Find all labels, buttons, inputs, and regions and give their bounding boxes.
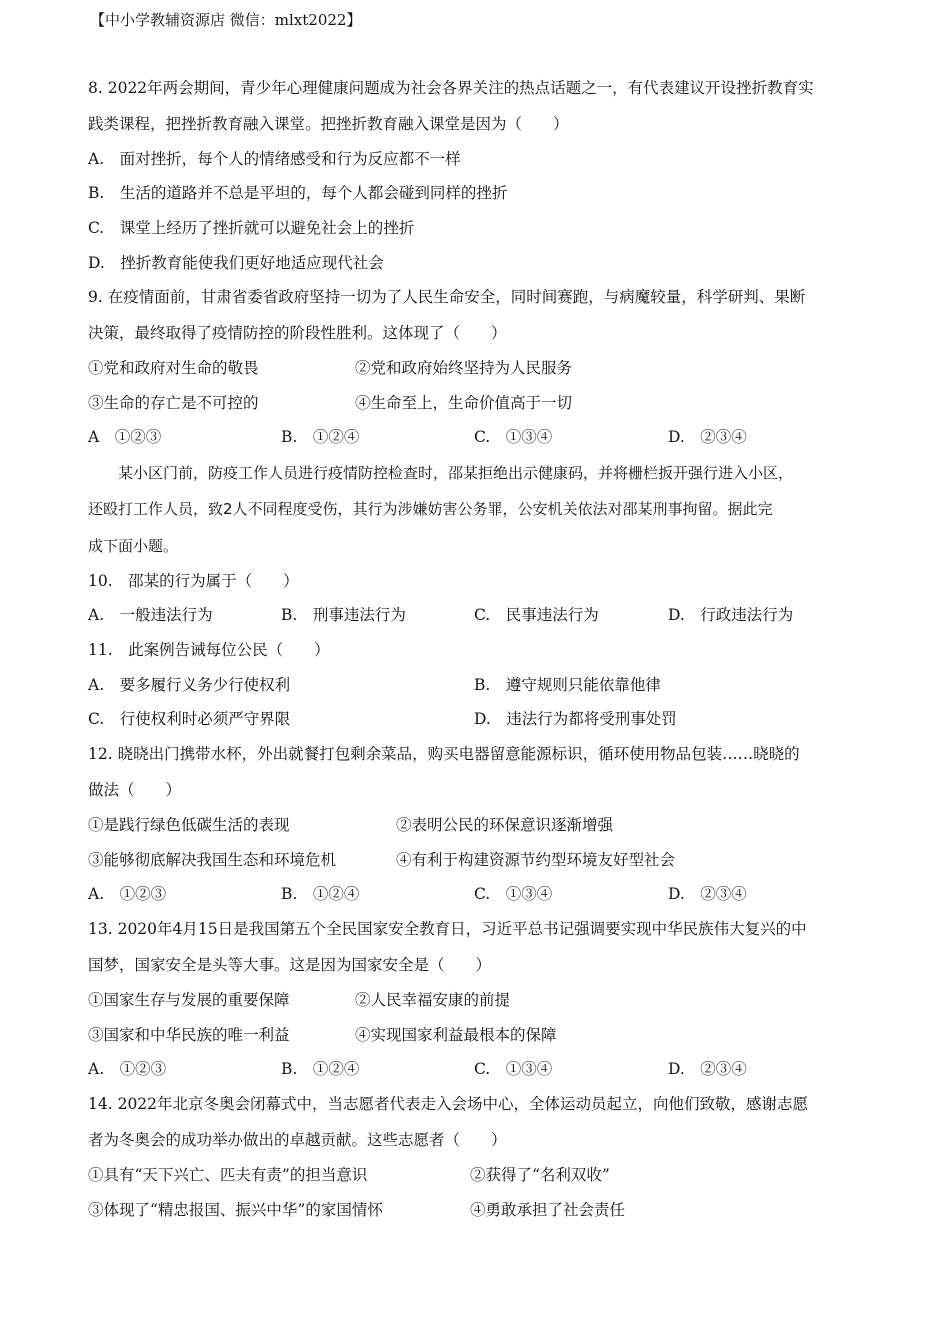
q9-statement-3: ③生命的存亡是不可控的 [88,394,259,412]
q9-stem-line2: 决策，最终取得了疫情防控的阶段性胜利。这体现了（ ） [88,324,507,342]
q12-stem-line1: 12. 晓晓出门携带水杯，外出就餐打包剩余菜品，购买电器留意能源标识，循环使用物品包装……晓晓的 [88,745,800,763]
q9-statement-4: ④生命至上，生命价值高于一切 [355,394,573,412]
q12-statement-1: ①是践行绿色低碳生活的表现 [88,816,290,834]
material-line3: 成下面小题。 [88,537,179,555]
q13-statement-1: ①国家生存与发展的重要保障 [88,991,290,1009]
q13-stem-line2: 国梦，国家安全是头等大事。这是因为国家安全是（ ） [88,956,492,974]
material-line2: 还殴打工作人员，致2人不同程度受伤，其行为涉嫌妨害公务罪，公安机关依法对邵某刑事拘留。据此完 [88,500,773,518]
q9-stem-line1: 9. 在疫情面前，甘肃省委省政府坚持一切为了人民生命安全，同时间赛跑，与病魔较量，科学研判、果断 [88,288,806,306]
q11-option-d: D. 违法行为都将受刑事处罚 [474,710,677,728]
material-line1: 某小区门前，防疫工作人员进行疫情防控检查时，邵某拒绝出示健康码，并将栅栏扳开强行进入小区， [118,464,794,482]
q8-stem-line1: 8. 2022年两会期间，青少年心理健康问题成为社会各界关注的热点话题之一，有代表建议开设挫折教育实 [88,79,814,97]
q10-option-c: C. 民事违法行为 [474,606,599,624]
q14-statement-1: ①具有“天下兴亡、匹夫有责”的担当意识 [88,1166,368,1184]
q8-option-a: A. 面对挫折，每个人的情绪感受和行为反应都不一样 [88,150,461,168]
q13-option-b: B. ①②④ [281,1060,360,1078]
q12-statement-3: ③能够彻底解决我国生态和环境危机 [88,851,337,869]
q13-statement-3: ③国家和中华民族的唯一利益 [88,1026,290,1044]
q11-option-c: C. 行使权利时必须严守界限 [88,710,291,728]
q10-option-b: B. 刑事违法行为 [281,606,406,624]
q9-option-d: D. ②③④ [668,428,747,446]
q12-statement-2: ②表明公民的环保意识逐渐增强 [396,816,614,834]
q13-statement-2: ②人民幸福安康的前提 [355,991,511,1009]
q10-stem: 10. 邵某的行为属于（ ） [88,572,299,590]
q12-option-a: A. ①②③ [88,885,167,903]
q9-statement-2: ②党和政府始终坚持为人民服务 [355,359,573,377]
q9-option-c: C. ①③④ [474,428,553,446]
q12-option-d: D. ②③④ [668,885,747,903]
q14-stem-line2: 者为冬奥会的成功举办做出的卓越贡献。这些志愿者（ ） [88,1131,507,1149]
q8-stem-line2: 践类课程，把挫折教育融入课堂。把挫折教育融入课堂是因为（ ） [88,115,569,133]
q14-statement-3: ③体现了“精忠报国、振兴中华”的家国情怀 [88,1201,383,1219]
q9-option-a: A ①②③ [88,428,162,446]
q9-option-b: B. ①②④ [281,428,360,446]
q13-option-c: C. ①③④ [474,1060,553,1078]
q13-stem-line1: 13. 2020年4月15日是我国第五个全民国家安全教育日，习近平总书记强调要实现中华民族伟大复兴的中 [88,920,807,938]
q13-option-d: D. ②③④ [668,1060,747,1078]
q12-option-c: C. ①③④ [474,885,553,903]
q12-statement-4: ④有利于构建资源节约型环境友好型社会 [396,851,676,869]
q13-statement-4: ④实现国家利益最根本的保障 [355,1026,557,1044]
q13-option-a: A. ①②③ [88,1060,167,1078]
q10-option-d: D. 行政违法行为 [668,606,794,624]
q11-option-b: B. 遵守规则只能依靠他律 [474,676,661,694]
q8-option-b: B. 生活的道路并不总是平坦的，每个人都会碰到同样的挫折 [88,184,508,202]
q14-statement-2: ②获得了“名利双收” [470,1166,610,1184]
q14-stem-line1: 14. 2022年北京冬奥会闭幕式中，当志愿者代表走入会场中心，全体运动员起立，向他们致敬，感谢志愿 [88,1095,809,1113]
q8-option-d: D. 挫折教育能使我们更好地适应现代社会 [88,254,384,272]
page-header: 【中小学教辅资源店 微信：mlxt2022】 [90,11,362,29]
q12-stem-line2: 做法（ ） [88,781,182,799]
q12-option-b: B. ①②④ [281,885,360,903]
q9-statement-1: ①党和政府对生命的敬畏 [88,359,259,377]
q8-option-c: C. 课堂上经历了挫折就可以避免社会上的挫折 [88,219,415,237]
q10-option-a: A. 一般违法行为 [88,606,213,624]
q11-option-a: A. 要多履行义务少行使权利 [88,676,291,694]
q11-stem: 11. 此案例告诫每位公民（ ） [88,641,330,659]
q14-statement-4: ④勇敢承担了社会责任 [470,1201,626,1219]
